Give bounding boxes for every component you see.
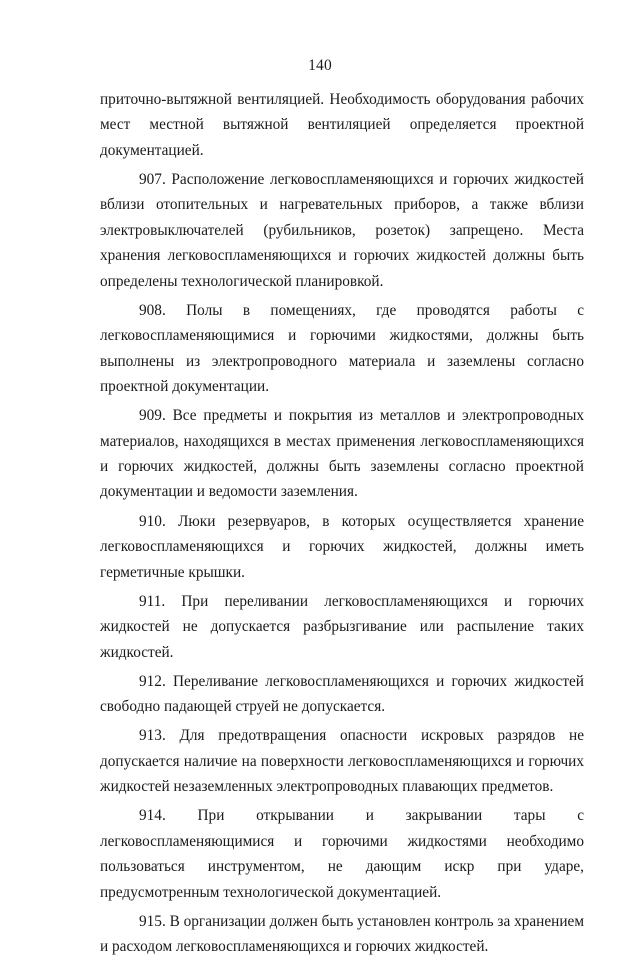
paragraph-909: 909. Все предметы и покрытия из металлов и электропроводных материалов, находящихся в местах применения легковоспламеняющихся и горючих жидкостей, должны быть заземлены согласно проектной документации и ведомости заземления.	[100, 407, 584, 501]
paragraph-907: 907. Расположение легковоспламеняющихся и горючих жидкостей вблизи отопительных и нагревательных приборов, а также вблизи электровыключателей (рубильников, розеток) запрещено. Места хранения легковоспламеняющихся и горючих жидкостей должны быть определены технологической планировкой.	[100, 171, 584, 290]
paragraph-910: 910. Люки резервуаров, в которых осуществляется хранение легковоспламеняющихся и горючих жидкостей, должны иметь герметичные крышки.	[100, 512, 584, 581]
paragraph-911: 911. При переливании легковоспламеняющихся и горючих жидкостей не допускается разбрызгивание или распыление таких жидкостей.	[100, 592, 584, 661]
paragraph-908: 908. Полы в помещениях, где проводятся работы с легковоспламеняющимися и горючими жидкостями, должны быть выполнены из электропроводного материала и заземлены согласно проектной документации.	[100, 301, 584, 396]
document-body	[100, 87, 584, 960]
paragraph-913: 913. Для предотвращения опасности искровых разрядов не допускается наличие на поверхности легковоспламеняющихся и горючих жидкостей незаземленных электропроводных плавающих предметов.	[100, 727, 584, 796]
paragraph-continuation: приточно-вытяжной вентиляцией. Необходимость оборудования рабочих мест местной вытяжной вентиляцией определяется проектной документацией.	[100, 91, 584, 159]
page-number: 140	[308, 57, 332, 74]
paragraph-915: 915. В организации должен быть установлен контроль за хранением и расходом легковоспламеняющихся и горючих жидкостей.	[100, 912, 584, 956]
paragraph-914: 914. При открывании и закрывании тары с легковоспламеняющимися и горючими жидкостями необходимо пользоваться инструментом, не дающим искр при ударе, предусмотренным технологической документацией.	[100, 807, 584, 901]
paragraph-912: 912. Переливание легковоспламеняющихся и горючих жидкостей свободно падающей струей не допускается.	[100, 672, 584, 716]
